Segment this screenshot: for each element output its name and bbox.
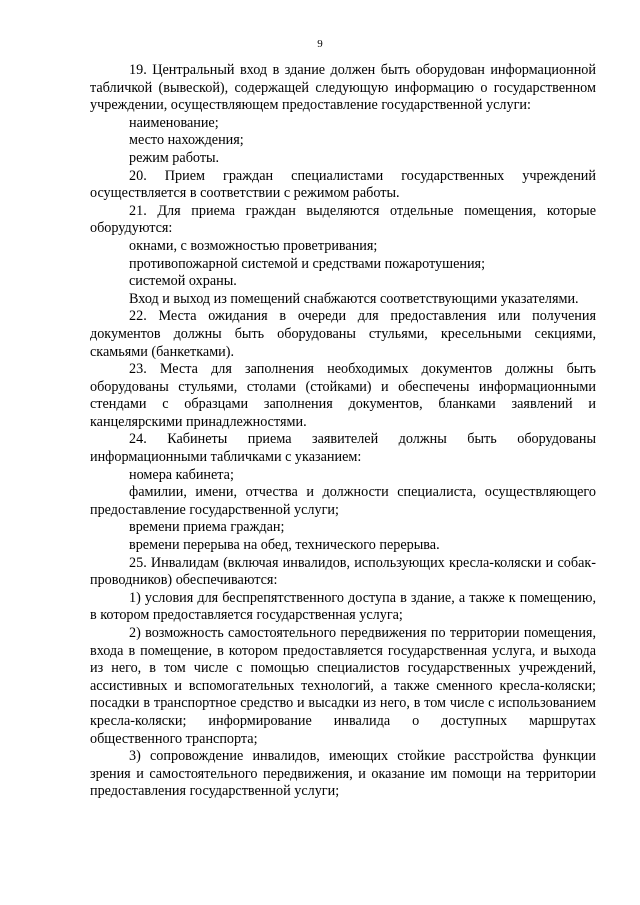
list-item: системой охраны.	[129, 273, 237, 290]
page-number: 9	[317, 38, 323, 50]
paragraph: 20. Прием граждан специалистами государственных учреждений осуществляется в соответствии с режимом работы.	[90, 167, 596, 202]
list-item: место нахождения;	[129, 132, 244, 149]
list-item: номера кабинета;	[129, 466, 234, 483]
paragraph: 19. Центральный вход в здание должен быть оборудован информационной табличкой (вывеской), содержащей следующую информацию о государственном учреждении, осуществляющем предоставление государственной услуги:	[90, 62, 596, 114]
paragraph: 23. Места для заполнения необходимых документов должны быть оборудованы стульями, столами (стойками) и обеспечены информационными стендами с образцами заполнения документов, бланками заявлений и канцелярскими принадлежностями.	[90, 361, 596, 430]
paragraph: 3) сопровождение инвалидов, имеющих стойкие расстройства функции зрения и самостоятельного передвижения, и оказание им помощи на территории предоставления государственной услуги;	[90, 748, 596, 800]
paragraph: фамилии, имени, отчества и должности специалиста, осуществляющего предоставление государственной услуги;	[90, 484, 596, 518]
paragraph: 21. Для приема граждан выделяются отдельные помещения, которые оборудуются:	[90, 202, 596, 237]
document-body	[90, 62, 596, 801]
paragraph: Вход и выход из помещений снабжаются соответствующими указателями.	[129, 290, 579, 307]
paragraph: 1) условия для беспрепятственного доступа в здание, а также к помещению, в котором предоставляется государственная услуга;	[90, 589, 596, 624]
list-item: режим работы.	[129, 149, 220, 166]
list-item: наименование;	[129, 114, 219, 131]
list-item: времени перерыва на обед, технического перерыва.	[129, 537, 440, 554]
paragraph: 24. Кабинеты приема заявителей должны быть оборудованы информационными табличками с указанием:	[90, 431, 596, 466]
list-item: времени приема граждан;	[129, 519, 285, 536]
paragraph: 22. Места ожидания в очереди для предоставления или получения документов должны быть оборудованы стульями, кресельными секциями, скамьями (банкетками).	[90, 308, 596, 360]
paragraph: 25. Инвалидам (включая инвалидов, использующих кресла-коляски и собак-проводников) обеспечиваются:	[90, 554, 596, 589]
list-item: противопожарной системой и средствами пожаротушения;	[129, 255, 486, 272]
paragraph: 2) возможность самостоятельного передвижения по территории помещения, входа в помещение, в котором предоставляется государственная услуга, и выхода из него, в том числе с помощью специалистов государственных учреждений, ассистивных и вспомогательных технологий, а также сменного кресла-коляски; посадки в транспортное средство и высадки из него, в том числе с использованием кресла-коляски; информирование инвалида о доступных маршрутах общественного транспорта;	[90, 625, 596, 747]
list-item: окнами, с возможностью проветривания;	[129, 237, 378, 254]
